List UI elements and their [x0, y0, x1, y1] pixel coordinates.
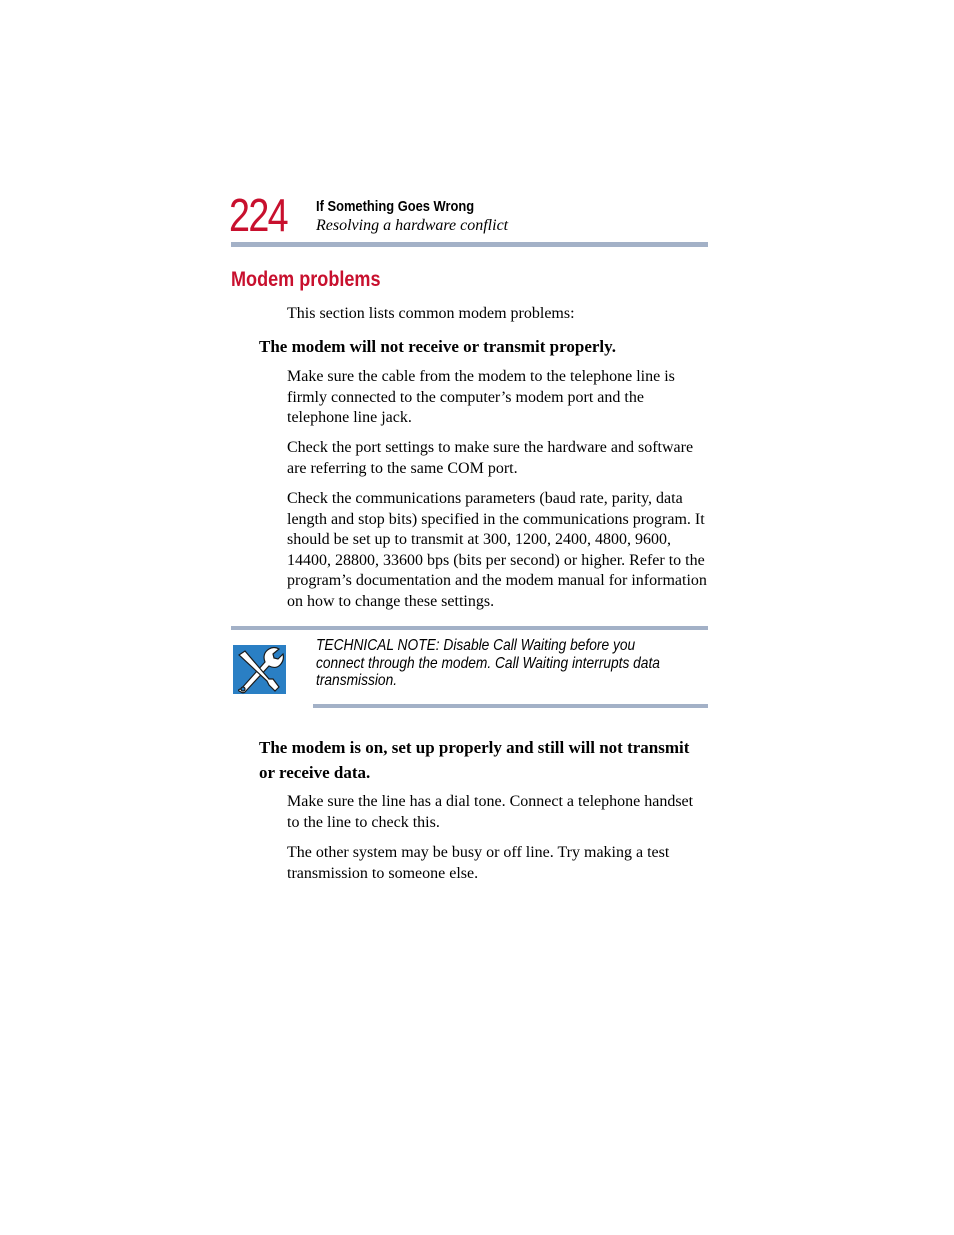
paragraph-dial-tone: Make sure the line has a dial tone. Connect a telephone handset to the line to check this.	[287, 793, 694, 831]
header-divider	[231, 242, 708, 247]
note-top-divider	[231, 626, 708, 630]
problem-heading-2: The modem is on, set up properly and still will not transmit or receive data.	[259, 738, 690, 782]
paragraph-cable-check: Make sure the cable from the modem to the telephone line is firmly connected to the computer’s modem port and the telephone line jack.	[287, 368, 675, 426]
problem-heading-1: The modem will not receive or transmit properly.	[259, 337, 616, 356]
paragraph-busy-line: The other system may be busy or off line. Try making a test transmission to someone else.	[287, 844, 670, 882]
section-heading: Modem problems	[231, 268, 381, 291]
chapter-title: If Something Goes Wrong	[316, 198, 475, 215]
paragraph-port-settings: Check the port settings to make sure the hardware and software are referring to the same COM port.	[287, 439, 694, 477]
section-subtitle: Resolving a hardware conflict	[316, 217, 509, 234]
note-bottom-divider	[313, 704, 708, 708]
technical-note-text: TECHNICAL NOTE: Disable Call Waiting before you connect through the modem. Call Waiting interrupts data transmission.	[316, 637, 660, 689]
wrench-icon	[233, 645, 286, 694]
paragraph-comm-parameters: Check the communications parameters (baud rate, parity, data length and stop bits) specified in the communications program. It should be set up to transmit at 300, 1200, 2400, 4800, 9600, 14400, 28800, 33600 bps (bits per second) or higher. Refer to the program’s documentation and the modem manual for information on how to change these settings.	[287, 490, 707, 610]
section-intro: This section lists common modem problems:	[287, 305, 575, 322]
page-number: 224	[229, 189, 288, 241]
